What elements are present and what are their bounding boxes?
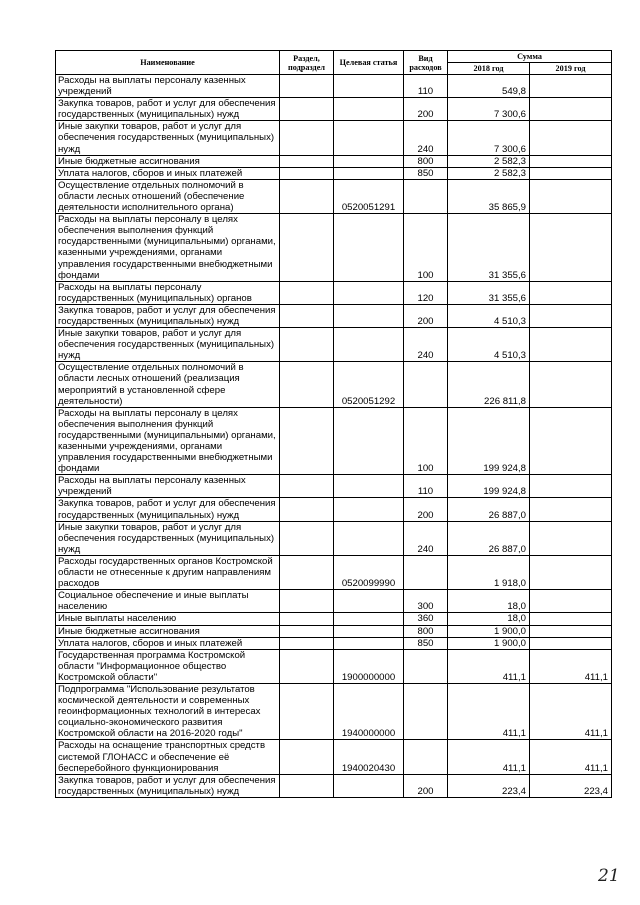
row-section-cell <box>280 98 334 121</box>
row-target-cell: 0520099990 <box>334 555 404 589</box>
row-2019-cell <box>530 214 612 282</box>
row-target-cell <box>334 121 404 155</box>
row-2019-cell <box>530 590 612 613</box>
row-target-cell: 0520051291 <box>334 179 404 213</box>
row-name-cell: Уплата налогов, сборов и иных платежей <box>56 637 280 649</box>
row-2018-cell: 226 811,8 <box>448 362 530 407</box>
row-2018-cell: 18,0 <box>448 613 530 625</box>
table-row <box>56 362 612 407</box>
table-row <box>56 98 612 121</box>
row-2019-cell <box>530 625 612 637</box>
row-2019-cell <box>530 75 612 98</box>
row-type-cell <box>404 179 448 213</box>
row-target-cell <box>334 98 404 121</box>
row-type-cell: 200 <box>404 774 448 797</box>
row-2018-cell: 199 924,8 <box>448 407 530 475</box>
row-name-cell: Иные закупки товаров, работ и услуг для обеспечения государственных (муниципальных) нужд <box>56 328 280 362</box>
row-2018-cell: 7 300,6 <box>448 121 530 155</box>
row-section-cell <box>280 649 334 683</box>
row-name-cell: Осуществление отдельных полномочий в области лесных отношений (обеспечение деятельности исполнительного органа) <box>56 179 280 213</box>
row-target-cell: 1940020430 <box>334 740 404 774</box>
row-section-cell <box>280 155 334 167</box>
row-type-cell <box>404 683 448 739</box>
table-row <box>56 740 612 774</box>
row-target-cell <box>334 167 404 179</box>
row-target-cell <box>334 774 404 797</box>
table-row <box>56 475 612 498</box>
row-target-cell <box>334 75 404 98</box>
row-2019-cell: 411,1 <box>530 683 612 739</box>
row-2018-cell: 1 900,0 <box>448 625 530 637</box>
row-type-cell: 240 <box>404 521 448 555</box>
table-row <box>56 649 612 683</box>
row-type-cell: 200 <box>404 98 448 121</box>
row-section-cell <box>280 637 334 649</box>
row-2018-cell: 35 865,9 <box>448 179 530 213</box>
header-year-2018: 2018 год <box>448 63 530 75</box>
row-2018-cell: 18,0 <box>448 590 530 613</box>
row-section-cell <box>280 740 334 774</box>
row-2018-cell: 4 510,3 <box>448 328 530 362</box>
row-name-cell: Социальное обеспечение и иные выплаты населению <box>56 590 280 613</box>
row-type-cell: 800 <box>404 155 448 167</box>
row-section-cell <box>280 774 334 797</box>
row-name-cell: Осуществление отдельных полномочий в области лесных отношений (реализация мероприятий в установленной сфере деятельности) <box>56 362 280 407</box>
row-2019-cell <box>530 637 612 649</box>
row-2018-cell: 31 355,6 <box>448 281 530 304</box>
row-section-cell <box>280 328 334 362</box>
table-row <box>56 613 612 625</box>
row-name-cell: Расходы на выплаты персоналу казенных учреждений <box>56 475 280 498</box>
row-2018-cell: 31 355,6 <box>448 214 530 282</box>
row-type-cell <box>404 649 448 683</box>
row-2018-cell: 549,8 <box>448 75 530 98</box>
row-name-cell: Расходы на оснащение транспортных средств системой ГЛОНАСС и обеспечение её бесперебойного функционирования <box>56 740 280 774</box>
row-name-cell: Иные закупки товаров, работ и услуг для обеспечения государственных (муниципальных) нужд <box>56 521 280 555</box>
row-2018-cell: 223,4 <box>448 774 530 797</box>
row-2019-cell <box>530 407 612 475</box>
row-type-cell: 200 <box>404 498 448 521</box>
row-target-cell <box>334 328 404 362</box>
table-row <box>56 214 612 282</box>
row-2019-cell <box>530 121 612 155</box>
row-type-cell: 300 <box>404 590 448 613</box>
row-name-cell: Закупка товаров, работ и услуг для обеспечения государственных (муниципальных) нужд <box>56 304 280 327</box>
row-2018-cell: 1 900,0 <box>448 637 530 649</box>
row-2018-cell: 7 300,6 <box>448 98 530 121</box>
row-section-cell <box>280 521 334 555</box>
row-name-cell: Иные выплаты населению <box>56 613 280 625</box>
row-target-cell <box>334 613 404 625</box>
row-target-cell <box>334 637 404 649</box>
row-type-cell: 240 <box>404 121 448 155</box>
row-2019-cell <box>530 328 612 362</box>
row-section-cell <box>280 683 334 739</box>
table-row <box>56 281 612 304</box>
table-row <box>56 167 612 179</box>
row-type-cell: 240 <box>404 328 448 362</box>
row-2019-cell <box>530 521 612 555</box>
row-name-cell: Расходы на выплаты персоналу государственных (муниципальных) органов <box>56 281 280 304</box>
row-2018-cell: 411,1 <box>448 740 530 774</box>
row-target-cell <box>334 590 404 613</box>
row-type-cell: 110 <box>404 475 448 498</box>
row-2019-cell <box>530 304 612 327</box>
row-2019-cell: 223,4 <box>530 774 612 797</box>
row-2018-cell: 26 887,0 <box>448 521 530 555</box>
row-2018-cell: 199 924,8 <box>448 475 530 498</box>
row-section-cell <box>280 555 334 589</box>
row-target-cell <box>334 304 404 327</box>
row-section-cell <box>280 613 334 625</box>
row-type-cell <box>404 362 448 407</box>
row-2018-cell: 26 887,0 <box>448 498 530 521</box>
row-target-cell: 1940000000 <box>334 683 404 739</box>
table-row <box>56 155 612 167</box>
table-row <box>56 521 612 555</box>
row-2019-cell <box>530 167 612 179</box>
row-type-cell <box>404 555 448 589</box>
row-type-cell: 800 <box>404 625 448 637</box>
row-type-cell <box>404 740 448 774</box>
row-section-cell <box>280 167 334 179</box>
row-name-cell: Иные бюджетные ассигнования <box>56 155 280 167</box>
row-type-cell: 360 <box>404 613 448 625</box>
row-name-cell: Подпрограмма "Использование результатов космической деятельности и современных геоинформационных технологий в интересах социально-экономического развития Костромской области на 2016-2020 годы" <box>56 683 280 739</box>
header-target: Целевая статья <box>334 51 404 75</box>
table-row <box>56 683 612 739</box>
row-section-cell <box>280 179 334 213</box>
row-target-cell <box>334 521 404 555</box>
row-target-cell <box>334 498 404 521</box>
table-row <box>56 179 612 213</box>
header-section: Раздел, подраздел <box>280 51 334 75</box>
budget-table-page <box>55 50 611 798</box>
row-name-cell: Расходы государственных органов Костромской области не отнесенные к другим направлениям расходов <box>56 555 280 589</box>
page-number: 21 <box>598 866 620 886</box>
row-2019-cell <box>530 155 612 167</box>
row-2019-cell <box>530 98 612 121</box>
row-2019-cell <box>530 613 612 625</box>
table-row <box>56 121 612 155</box>
row-name-cell: Иные бюджетные ассигнования <box>56 625 280 637</box>
row-target-cell: 1900000000 <box>334 649 404 683</box>
row-name-cell: Расходы на выплаты персоналу в целях обеспечения выполнения функций государственными (муниципальными) органами, казенными учреждениями, органами управления государственными внебюджетными фондами <box>56 214 280 282</box>
row-section-cell <box>280 625 334 637</box>
row-section-cell <box>280 304 334 327</box>
row-target-cell <box>334 407 404 475</box>
table-row <box>56 328 612 362</box>
row-2019-cell <box>530 362 612 407</box>
table-row <box>56 774 612 797</box>
row-2018-cell: 1 918,0 <box>448 555 530 589</box>
row-target-cell <box>334 625 404 637</box>
row-type-cell: 100 <box>404 214 448 282</box>
row-name-cell: Закупка товаров, работ и услуг для обеспечения государственных (муниципальных) нужд <box>56 98 280 121</box>
row-section-cell <box>280 498 334 521</box>
row-name-cell: Государственная программа Костромской области "Информационное общество Костромской области" <box>56 649 280 683</box>
row-2018-cell: 2 582,3 <box>448 155 530 167</box>
table-row <box>56 637 612 649</box>
table-row <box>56 304 612 327</box>
row-section-cell <box>280 75 334 98</box>
row-name-cell: Уплата налогов, сборов и иных платежей <box>56 167 280 179</box>
row-2019-cell: 411,1 <box>530 740 612 774</box>
row-name-cell: Иные закупки товаров, работ и услуг для обеспечения государственных (муниципальных) нужд <box>56 121 280 155</box>
row-type-cell: 110 <box>404 75 448 98</box>
table-row <box>56 625 612 637</box>
row-type-cell: 850 <box>404 637 448 649</box>
row-section-cell <box>280 475 334 498</box>
row-2018-cell: 4 510,3 <box>448 304 530 327</box>
row-section-cell <box>280 214 334 282</box>
budget-table <box>55 50 612 798</box>
row-name-cell: Расходы на выплаты персоналу казенных учреждений <box>56 75 280 98</box>
row-type-cell: 200 <box>404 304 448 327</box>
row-target-cell: 0520051292 <box>334 362 404 407</box>
row-section-cell <box>280 121 334 155</box>
header-type: Вид расходов <box>404 51 448 75</box>
table-row <box>56 555 612 589</box>
row-2018-cell: 411,1 <box>448 683 530 739</box>
row-section-cell <box>280 407 334 475</box>
row-type-cell: 850 <box>404 167 448 179</box>
row-target-cell <box>334 214 404 282</box>
row-target-cell <box>334 155 404 167</box>
row-2019-cell <box>530 179 612 213</box>
row-2019-cell: 411,1 <box>530 649 612 683</box>
header-name: Наименование <box>56 51 280 75</box>
row-2019-cell <box>530 555 612 589</box>
row-type-cell: 100 <box>404 407 448 475</box>
table-row <box>56 498 612 521</box>
table-row <box>56 407 612 475</box>
row-type-cell: 120 <box>404 281 448 304</box>
row-2018-cell: 2 582,3 <box>448 167 530 179</box>
header-year-2019: 2019 год <box>530 63 612 75</box>
row-name-cell: Закупка товаров, работ и услуг для обеспечения государственных (муниципальных) нужд <box>56 498 280 521</box>
row-2019-cell <box>530 281 612 304</box>
row-section-cell <box>280 362 334 407</box>
row-2019-cell <box>530 498 612 521</box>
row-section-cell <box>280 281 334 304</box>
row-target-cell <box>334 475 404 498</box>
row-2018-cell: 411,1 <box>448 649 530 683</box>
row-section-cell <box>280 590 334 613</box>
table-row <box>56 590 612 613</box>
table-row <box>56 75 612 98</box>
row-target-cell <box>334 281 404 304</box>
header-sum: Сумма <box>448 51 612 63</box>
row-name-cell: Закупка товаров, работ и услуг для обеспечения государственных (муниципальных) нужд <box>56 774 280 797</box>
row-2019-cell <box>530 475 612 498</box>
row-name-cell: Расходы на выплаты персоналу в целях обеспечения выполнения функций государственными (муниципальными) органами, казенными учреждениями, органами управления государственными внебюджетными фондами <box>56 407 280 475</box>
